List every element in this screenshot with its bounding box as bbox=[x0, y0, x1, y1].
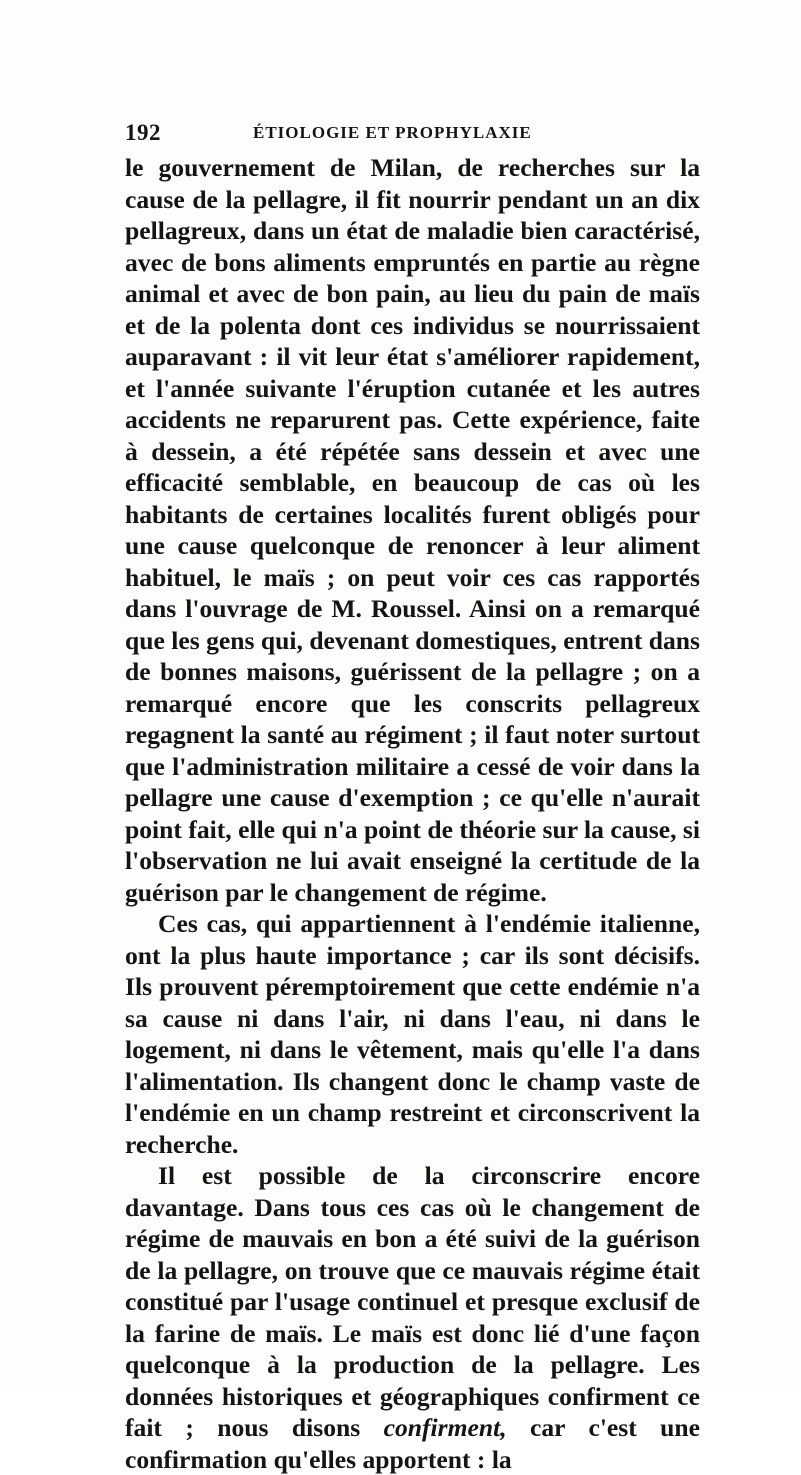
paragraph-2: Ces cas, qui appartiennent à l'endémie italienne, ont la plus haute importance ; car ils sont décisifs. Ils prouvent péremptoirement que cette endémie n'a sa cause ni dans l'air, ni dans l'eau, ni dans le logement, ni dans le vêtement, mais qu'elle l'a dans l'alimentation. Ils changent donc le champ vaste de l'endémie en un champ restreint et circonscrivent la recherche. bbox=[125, 909, 700, 1159]
emphasized-word: confirment, bbox=[383, 1413, 507, 1442]
paragraph-1: le gouvernement de Milan, de recherches sur la cause de la pellagre, il fit nourrir pendant un an dix pellagreux, dans un état de maladie bien caractérisé, avec de bons aliments empruntés en partie au règne animal et avec de bon pain, au lieu du pain de maïs et de la polenta dont ces individus se nourrissaient auparavant : il vit leur état s'améliorer rapidement, et l'année suivante l'éruption cutanée et les autres accidents ne reparurent pas. Cette expérience, faite à dessein, a été répétée sans dessein et avec une efficacité semblable, en beaucoup de cas où les habitants de certaines localités furent obligés pour une cause quelconque de renoncer à leur aliment habituel, le maïs ; on peut voir ces cas rapportés dans l'ouvrage de M. Roussel. Ainsi on a remarqué que les gens qui, devenant domestiques, entrent dans de bonnes maisons, guérissent de la pellagre ; on a remarqué encore que les conscrits pellagreux regagnent la santé au régiment ; il faut noter surtout que l'administration militaire a cessé de voir dans la pellagre une cause d'exemption ; ce qu'elle n'aurait point fait, elle qui n'a point de théorie sur la cause, si l'observation ne lui avait enseigné la certitude de la guérison par le changement de régime. bbox=[125, 153, 700, 907]
page-header bbox=[125, 120, 700, 150]
paragraph-3-text-start: Il est possible de la circonscrire encore davantage. Dans tous ces cas où le changement de régime de mauvais en bon a été suivi de la guérison de la pellagre, on trouve que ce mauvais régime était constitué par l'usage continuel et presque exclusif de la farine de maïs. Le maïs est donc lié d'une façon quelconque à la production de la pellagre. Les données historiques et géographiques confirment ce fait ; nous disons bbox=[125, 1161, 700, 1442]
page-number: 192 bbox=[125, 120, 161, 145]
paragraph-3 bbox=[125, 1160, 700, 1475]
running-title: ÉTIOLOGIE ET PROPHYLAXIE bbox=[253, 123, 532, 142]
paragraph-3-text-end: car c'est une confirmation qu'elles apportent : la bbox=[125, 1413, 701, 1474]
body-text bbox=[125, 152, 700, 1475]
